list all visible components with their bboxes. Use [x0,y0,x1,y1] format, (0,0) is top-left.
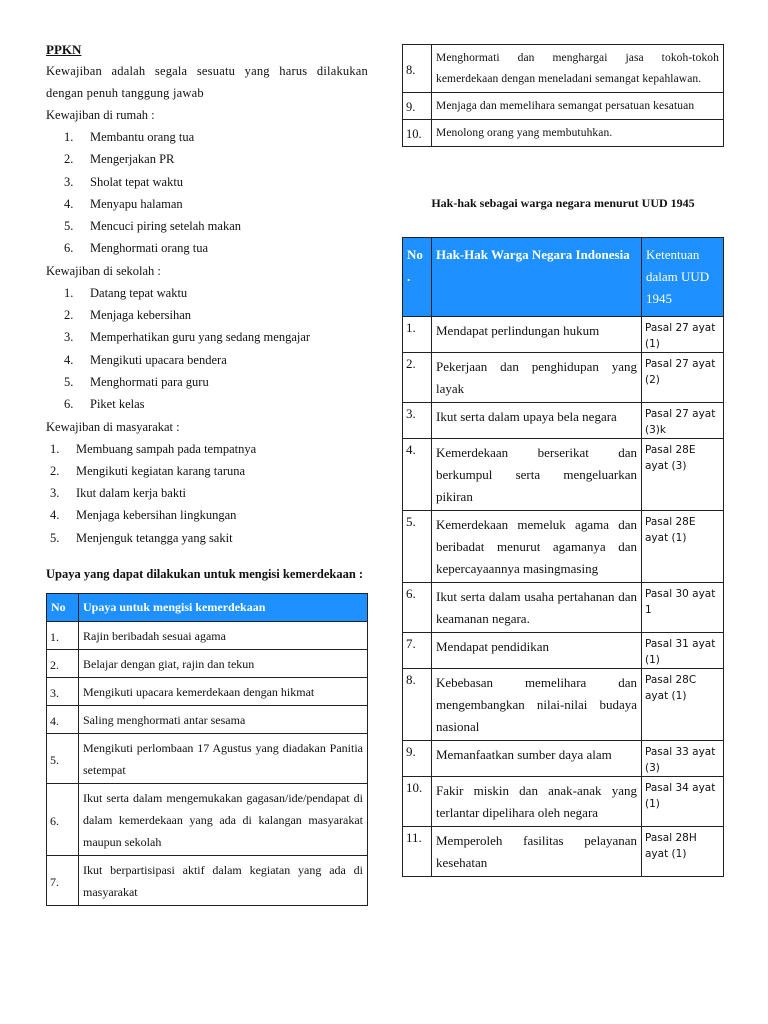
list-item: 3. Memperhatikan guru yang sedang mengajar [64,330,311,345]
list-item: 1. Membantu orang tua [64,130,195,144]
row-ref: Pasal 28E ayat (1) [642,511,724,583]
list-item: 1. Membuang sampah pada tempatnya [50,441,257,456]
right-column [402,44,724,877]
header-upaya: Upaya untuk mengisi kemerdekaan [79,594,368,622]
list-item: 2. Mengerjakan PR [64,152,175,167]
table-row [403,583,724,633]
school-duties-label: Kewajiban di sekolah : [46,263,161,278]
row-text: Mengikuti perlombaan 17 Agustus yang diadakan Panitia setempat [79,734,368,784]
table-row [403,669,724,741]
upaya-table [46,593,368,906]
row-text: Memanfaatkan sumber daya alam [432,741,642,777]
upaya-table-continued [402,44,724,147]
row-no: 8. [403,669,432,741]
row-text: Mendapat pendidikan [432,633,642,669]
row-text: Ikut serta dalam upaya bela negara [432,403,642,439]
row-text: Mendapat perlindungan hukum [432,317,642,353]
table-row [403,45,724,93]
row-text: Kemerdekaan berserikat dan berkumpul serta mengeluarkan pikiran [432,439,642,511]
table-header-row [47,594,368,622]
home-duties-list [46,126,368,260]
table-row [403,511,724,583]
row-no: 5. [47,734,79,784]
row-no: 5. [403,511,432,583]
row-ref: Pasal 27 ayat (3)k [642,403,724,439]
list-item: 2. Mengikuti kegiatan karang taruna [50,463,246,478]
list-item: 2. Menjaga kebersihan [64,308,192,323]
row-ref: Pasal 28C ayat (1) [642,669,724,741]
table-row [47,784,368,856]
row-no: 3. [47,678,79,706]
list-item: 5. Menghormati para guru [64,374,209,389]
society-duties-label: Kewajiban di masyarakat : [46,419,180,434]
table-row [403,439,724,511]
row-no: 11. [403,827,432,877]
table-row [403,317,724,353]
row-no: 10. [403,120,432,147]
school-duties-list [46,282,368,416]
list-item: 6. Menghormati orang tua [64,241,209,256]
row-no: 6. [403,583,432,633]
left-column [46,40,368,906]
table-row [47,706,368,734]
row-text: Menghormati dan menghargai jasa tokoh-tokoh kemerdekaan dengan meneladani semangat kepahlawan. [432,45,724,93]
row-no: 1. [47,622,79,650]
row-text: Memperoleh fasilitas pelayanan kesehatan [432,827,642,877]
table-row [47,734,368,784]
row-text: Saling menghormati antar sesama [79,706,368,734]
header-no: No . [403,238,432,317]
list-item: 5. Menjenguk tetangga yang sakit [50,530,233,545]
header-no: No [47,594,79,622]
upaya-heading: Upaya yang dapat dilakukan untuk mengisi kemerdekaan : [46,567,364,582]
list-item: 3. Sholat tepat waktu [64,174,184,189]
row-ref: Pasal 28H ayat (1) [642,827,724,877]
row-no: 2. [403,353,432,403]
table-row [403,827,724,877]
row-text: Mengikuti upacara kemerdekaan dengan hikmat [79,678,368,706]
row-no: 3. [403,403,432,439]
row-no: 1. [403,317,432,353]
table-row [47,856,368,906]
home-duties-label: Kewajiban di rumah : [46,108,155,122]
row-no: 2. [47,650,79,678]
header-ketentuan: Ketentuan dalam UUD 1945 [642,238,724,317]
list-item: 3. Ikut dalam kerja bakti [50,486,187,501]
table-row [47,622,368,650]
row-no: 8. [403,45,432,93]
row-text: Menolong orang yang membutuhkan. [432,120,724,147]
table-row [403,353,724,403]
row-text: Ikut serta dalam mengemukakan gagasan/ide/pendapat di dalam kemerdekaan yang ada di kalangan masyarakat maupun sekolah [79,784,368,856]
list-item: 1. Datang tepat waktu [64,285,188,300]
list-item: 6. Piket kelas [64,397,145,412]
list-item: 4. Menjaga kebersihan lingkungan [50,508,237,523]
list-item: 5. Mencuci piring setelah makan [64,219,241,234]
row-text: Pekerjaan dan penghidupan yang layak [432,353,642,403]
table-row [47,678,368,706]
row-no: 10. [403,777,432,827]
row-text: Fakir miskin dan anak-anak yang terlantar dipelihara oleh negara [432,777,642,827]
row-ref: Pasal 27 ayat (1) [642,317,724,353]
row-no: 4. [47,706,79,734]
row-text: Rajin beribadah sesuai agama [79,622,368,650]
document-title: PPKN [46,42,82,57]
table-row [403,93,724,120]
row-no: 7. [47,856,79,906]
row-ref: Pasal 28E ayat (3) [642,439,724,511]
row-ref: Pasal 30 ayat 1 [642,583,724,633]
society-duties-list [46,438,368,549]
definition-paragraph: Kewajiban adalah segala sesuatu yang harus dilakukan dengan penuh tanggung jawab [46,64,368,100]
row-no: 4. [403,439,432,511]
hak-table [402,237,724,877]
row-ref: Pasal 34 ayat (1) [642,777,724,827]
row-no: 6. [47,784,79,856]
table-row [403,741,724,777]
row-ref: Pasal 31 ayat (1) [642,633,724,669]
row-ref: Pasal 33 ayat (3) [642,741,724,777]
row-no: 7. [403,633,432,669]
list-item: 4. Menyapu halaman [64,196,183,211]
table-row [403,403,724,439]
table-row [403,633,724,669]
table-header-row [403,238,724,317]
hak-heading: Hak-hak sebagai warga negara menurut UUD 1945 [431,196,695,210]
table-row [403,777,724,827]
row-text: Belajar dengan giat, rajin dan tekun [79,650,368,678]
row-no: 9. [403,741,432,777]
row-text: Ikut berpartisipasi aktif dalam kegiatan yang ada di masyarakat [79,856,368,906]
table-row [47,650,368,678]
list-item: 4. Mengikuti upacara bendera [64,352,227,367]
row-text: Kebebasan memelihara dan mengembangkan nilai-nilai budaya nasional [432,669,642,741]
row-text: Ikut serta dalam usaha pertahanan dan keamanan negara. [432,583,642,633]
row-ref: Pasal 27 ayat (2) [642,353,724,403]
row-no: 9. [403,93,432,120]
header-hak: Hak-Hak Warga Negara Indonesia [432,238,642,317]
row-text: Menjaga dan memelihara semangat persatuan kesatuan [432,93,724,120]
table-row [403,120,724,147]
row-text: Kemerdekaan memeluk agama dan beribadat menurut agamanya dan kepercayaannya masingmasing [432,511,642,583]
